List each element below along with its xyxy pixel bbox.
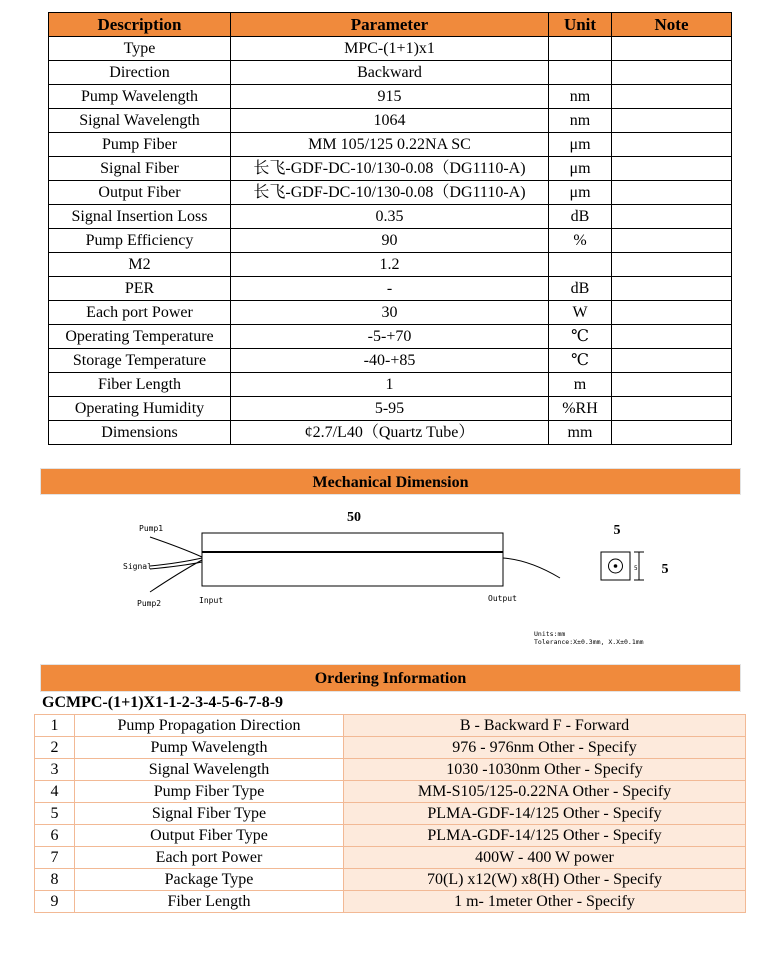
spec-cell-note xyxy=(612,277,732,301)
ordering-row xyxy=(35,759,746,781)
spec-cell-unit: nm xyxy=(549,109,612,133)
spec-cell-unit xyxy=(549,37,612,61)
spec-cell-note xyxy=(612,133,732,157)
ordering-information-banner: Ordering Information xyxy=(40,664,741,692)
spec-cell-unit: μm xyxy=(549,157,612,181)
spec-table-body xyxy=(49,37,732,445)
spec-cell-unit: ℃ xyxy=(549,325,612,349)
spec-cell-param: 长飞-GDF-DC-10/130-0.08（DG1110-A) xyxy=(231,181,549,205)
ordering-cell-options: 976 - 976nm Other - Specify xyxy=(344,737,746,759)
spec-cell-param: 长飞-GDF-DC-10/130-0.08（DG1110-A) xyxy=(231,157,549,181)
ordering-cell-options: 1 m- 1meter Other - Specify xyxy=(344,891,746,913)
ordering-cell-options: PLMA-GDF-14/125 Other - Specify xyxy=(344,825,746,847)
ordering-row xyxy=(35,891,746,913)
spec-cell-desc: M2 xyxy=(49,253,231,277)
ordering-row xyxy=(35,737,746,759)
header-note: Note xyxy=(612,13,732,37)
ordering-cell-options: MM-S105/125-0.22NA Other - Specify xyxy=(344,781,746,803)
spec-cell-note xyxy=(612,397,732,421)
spec-row xyxy=(49,109,732,133)
spec-cell-note xyxy=(612,373,732,397)
spec-cell-param: Backward xyxy=(231,61,549,85)
ordering-table-body xyxy=(35,715,746,913)
ordering-cell-item: Each port Power xyxy=(75,847,344,869)
mechanical-dimension-banner: Mechanical Dimension xyxy=(40,468,741,495)
tube-body xyxy=(202,533,503,586)
spec-cell-desc: Each port Power xyxy=(49,301,231,325)
width-dimension-label: 5 xyxy=(613,523,621,538)
spec-cell-param: MM 105/125 0.22NA SC xyxy=(231,133,549,157)
spec-row xyxy=(49,181,732,205)
ordering-row xyxy=(35,781,746,803)
pump1-label: Pump1 xyxy=(139,524,164,533)
spec-row xyxy=(49,253,732,277)
ordering-cell-item: Pump Fiber Type xyxy=(75,781,344,803)
ordering-cell-options: PLMA-GDF-14/125 Other - Specify xyxy=(344,803,746,825)
spec-cell-param: ¢2.7/L40（Quartz Tube） xyxy=(231,421,549,445)
spec-cell-note xyxy=(612,181,732,205)
spec-cell-param: -40-+85 xyxy=(231,349,549,373)
spec-row xyxy=(49,421,732,445)
spec-cell-param: MPC-(1+1)x1 xyxy=(231,37,549,61)
spec-cell-param: 90 xyxy=(231,229,549,253)
spec-cell-note xyxy=(612,421,732,445)
spec-cell-unit: ℃ xyxy=(549,349,612,373)
units-label: Units:mm xyxy=(534,630,566,638)
spec-cell-desc: Type xyxy=(49,37,231,61)
spec-cell-unit: dB xyxy=(549,277,612,301)
header-description: Description xyxy=(49,13,231,37)
ordering-cell-item: Pump Propagation Direction xyxy=(75,715,344,737)
spec-cell-desc: Direction xyxy=(49,61,231,85)
input-label: Input xyxy=(199,596,224,605)
ordering-cell-num: 8 xyxy=(35,869,75,891)
end-view-core xyxy=(614,564,618,568)
ordering-table xyxy=(34,714,746,913)
spec-cell-param: 5-95 xyxy=(231,397,549,421)
spec-cell-note xyxy=(612,253,732,277)
spec-cell-desc: Pump Fiber xyxy=(49,133,231,157)
spec-cell-unit xyxy=(549,61,612,85)
spec-row xyxy=(49,61,732,85)
spec-row xyxy=(49,133,732,157)
spec-cell-desc: Pump Wavelength xyxy=(49,85,231,109)
side-small-label: 5 xyxy=(634,565,638,572)
spec-cell-unit: dB xyxy=(549,205,612,229)
spec-cell-desc: Operating Temperature xyxy=(49,325,231,349)
spec-cell-param: 0.35 xyxy=(231,205,549,229)
ordering-cell-item: Package Type xyxy=(75,869,344,891)
ordering-cell-options: 70(L) x12(W) x8(H) Other - Specify xyxy=(344,869,746,891)
ordering-cell-num: 2 xyxy=(35,737,75,759)
spec-cell-note xyxy=(612,349,732,373)
spec-cell-param: 1064 xyxy=(231,109,549,133)
spec-cell-note xyxy=(612,37,732,61)
spec-cell-note xyxy=(612,61,732,85)
ordering-row xyxy=(35,803,746,825)
spec-row xyxy=(49,37,732,61)
header-unit: Unit xyxy=(549,13,612,37)
spec-cell-param: 1.2 xyxy=(231,253,549,277)
spec-cell-unit: % xyxy=(549,229,612,253)
spec-cell-desc: Operating Humidity xyxy=(49,397,231,421)
spec-cell-param: - xyxy=(231,277,549,301)
spec-row xyxy=(49,85,732,109)
signal-label: Signal xyxy=(123,562,152,571)
ordering-cell-item: Output Fiber Type xyxy=(75,825,344,847)
tolerance-label: Tolerance:X±0.3mm, X.X±0.1mm xyxy=(534,638,644,646)
ordering-cell-num: 9 xyxy=(35,891,75,913)
ordering-cell-num: 3 xyxy=(35,759,75,781)
spec-cell-note xyxy=(612,109,732,133)
spec-header-row xyxy=(49,13,732,37)
pump2-label: Pump2 xyxy=(137,599,162,608)
spec-cell-unit: nm xyxy=(549,85,612,109)
ordering-cell-item: Signal Wavelength xyxy=(75,759,344,781)
spec-cell-unit xyxy=(549,253,612,277)
spec-cell-note xyxy=(612,85,732,109)
spec-cell-unit: m xyxy=(549,373,612,397)
ordering-row xyxy=(35,847,746,869)
spec-cell-desc: Signal Wavelength xyxy=(49,109,231,133)
spec-row xyxy=(49,205,732,229)
spec-row xyxy=(49,325,732,349)
spec-cell-desc: Fiber Length xyxy=(49,373,231,397)
spec-cell-unit: mm xyxy=(549,421,612,445)
ordering-cell-num: 1 xyxy=(35,715,75,737)
spec-row xyxy=(49,397,732,421)
spec-row xyxy=(49,277,732,301)
spec-row xyxy=(49,157,732,181)
ordering-row xyxy=(35,825,746,847)
ordering-cell-options: B - Backward F - Forward xyxy=(344,715,746,737)
spec-row xyxy=(49,229,732,253)
spec-cell-param: 915 xyxy=(231,85,549,109)
ordering-cell-item: Fiber Length xyxy=(75,891,344,913)
spec-cell-desc: Signal Fiber xyxy=(49,157,231,181)
spec-cell-note xyxy=(612,157,732,181)
spec-cell-note xyxy=(612,301,732,325)
spec-cell-param: 30 xyxy=(231,301,549,325)
spec-row xyxy=(49,373,732,397)
spec-cell-desc: Dimensions xyxy=(49,421,231,445)
spec-cell-unit: %RH xyxy=(549,397,612,421)
header-parameter: Parameter xyxy=(231,13,549,37)
spec-cell-unit: μm xyxy=(549,181,612,205)
ordering-cell-num: 5 xyxy=(35,803,75,825)
spec-table xyxy=(48,12,732,445)
spec-cell-desc: PER xyxy=(49,277,231,301)
ordering-row xyxy=(35,869,746,891)
ordering-cell-num: 6 xyxy=(35,825,75,847)
spec-cell-desc: Output Fiber xyxy=(49,181,231,205)
ordering-row xyxy=(35,715,746,737)
spec-cell-param: -5-+70 xyxy=(231,325,549,349)
ordering-cell-item: Pump Wavelength xyxy=(75,737,344,759)
output-label: Output xyxy=(488,594,517,603)
spec-row xyxy=(49,349,732,373)
ordering-code: GCMPC-(1+1)X1-1-2-3-4-5-6-7-8-9 xyxy=(42,694,284,711)
spec-cell-note xyxy=(612,205,732,229)
spec-cell-note xyxy=(612,229,732,253)
ordering-cell-options: 1030 -1030nm Other - Specify xyxy=(344,759,746,781)
spec-cell-unit: W xyxy=(549,301,612,325)
spec-cell-unit: μm xyxy=(549,133,612,157)
ordering-cell-num: 7 xyxy=(35,847,75,869)
spec-cell-note xyxy=(612,325,732,349)
length-dimension-label: 50 xyxy=(347,510,361,525)
spec-cell-desc: Pump Efficiency xyxy=(49,229,231,253)
pump1-fiber xyxy=(150,537,202,557)
spec-cell-desc: Storage Temperature xyxy=(49,349,231,373)
spec-cell-param: 1 xyxy=(231,373,549,397)
ordering-cell-num: 4 xyxy=(35,781,75,803)
mechanical-drawing xyxy=(0,500,777,660)
spec-row xyxy=(49,301,732,325)
ordering-cell-item: Signal Fiber Type xyxy=(75,803,344,825)
spec-cell-desc: Signal Insertion Loss xyxy=(49,205,231,229)
ordering-cell-options: 400W - 400 W power xyxy=(344,847,746,869)
output-fiber xyxy=(503,558,560,578)
height-dimension-label: 5 xyxy=(661,562,669,577)
